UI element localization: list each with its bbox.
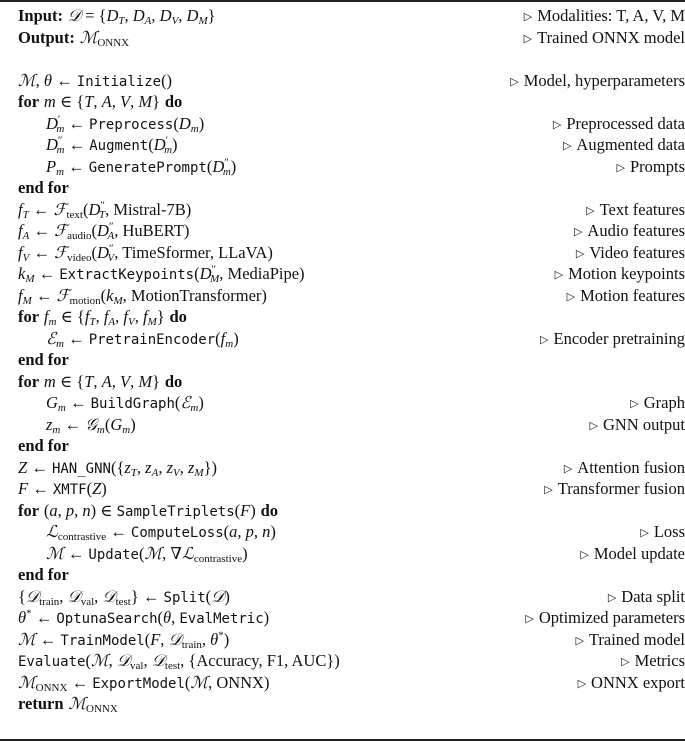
comment-triangle-icon: ▷ bbox=[563, 462, 573, 475]
function-train-model: TrainModel bbox=[60, 632, 145, 649]
comment-preprocess: ▷ Preprocessed data bbox=[552, 113, 685, 133]
algo-line-output bbox=[0, 27, 685, 49]
function-preprocess: Preprocess bbox=[89, 116, 174, 133]
comment-loss: ▷ Loss bbox=[640, 522, 685, 541]
comment-triangle-icon: ▷ bbox=[580, 548, 589, 561]
comment-initialize: ▷ Model, hyperparameters bbox=[510, 70, 685, 90]
algorithm-block bbox=[0, 5, 685, 715]
input-statement: Input: 𝒟 = {$D_T$, $D_A$, $D_V$, $D_M$} bbox=[18, 6, 216, 27]
algo-line-for-modalities: for m ∈ {T, A, V, M} do bbox=[18, 371, 183, 391]
comment-triangle-icon: ▷ bbox=[544, 484, 553, 496]
comment-triangle-icon: ▷ bbox=[540, 333, 549, 346]
keyword-input: Input: bbox=[18, 6, 63, 25]
function-pretrain-encoder: PretrainEncoder bbox=[88, 331, 216, 348]
function-xmtf: XMTF bbox=[52, 482, 87, 498]
comment-input: ▷ Modalities: T, A, V, M bbox=[523, 6, 685, 25]
function-export-model: ExportModel bbox=[92, 675, 185, 692]
algo-line-initialize: ℳ, θ ← Initialize() ▷ Model, hyperparameters bbox=[0, 70, 685, 92]
comment-triangle-icon: ▷ bbox=[621, 656, 630, 668]
function-extract-keypoints: ExtractKeypoints bbox=[59, 267, 195, 283]
algorithm-bottom-rule bbox=[0, 739, 685, 741]
comment-triangle-icon: ▷ bbox=[523, 11, 533, 23]
comment-prompts: ▷ Prompts bbox=[616, 156, 685, 176]
algo-line-update: ℳ ← Update(ℳ, ∇ℒ$_{contrastive}$) ▷ Model update bbox=[0, 543, 685, 565]
algo-line-audio-features: $f_A$ ← $ℱ_{audio}(D''_A$, HuBERT) ▷ Audio features bbox=[0, 220, 685, 242]
function-han-gnn: HAN_GNN bbox=[51, 460, 111, 477]
comment-triangle-icon: ▷ bbox=[577, 677, 587, 690]
function-optuna-search: OptunaSearch bbox=[56, 611, 158, 627]
comment-metrics: ▷ Metrics bbox=[621, 651, 685, 670]
algo-line-split: {𝒟$_{train}$, 𝒟$_{val}$, 𝒟$_{test}$} ← Split(𝒟) ▷ Data split bbox=[0, 586, 685, 608]
algo-line-compute-loss: ℒ$_{contrastive}$ ← ComputeLoss(a, p, n) ▷ Loss bbox=[0, 521, 685, 543]
algo-line-preprocess: $D'_m$ ← $Preprocess(D_m)$ ▷ Preprocessed data bbox=[0, 113, 685, 135]
comment-augment: ▷ Augmented data bbox=[562, 135, 685, 154]
comment-triangle-icon: ▷ bbox=[607, 591, 617, 604]
algo-line-for-triplets: for (a, p, n) ∈ SampleTriplets(F) do bbox=[18, 500, 278, 520]
algo-line-video-features: $f_V$ ← $ℱ_{video}(D''_V$, TimeSformer, LLaVA) ▷ Video features bbox=[0, 242, 685, 264]
algo-line-blank bbox=[0, 48, 685, 70]
comment-triangle-icon: ▷ bbox=[616, 161, 625, 174]
comment-video-features: ▷ Video features bbox=[575, 242, 685, 262]
algo-line-end-for: end for bbox=[18, 178, 69, 197]
algo-line-for-features: for $f_m$ ∈ {$f_T$, $f_A$, $f_V$, $f_M$} do bbox=[18, 307, 187, 328]
algo-line-export-model: ℳ$_{ONNX}$ ← ExportModel(ℳ, ONNX) ▷ ONNX export bbox=[0, 672, 685, 694]
comment-motion-features: ▷ Motion features bbox=[566, 285, 685, 305]
comment-encoder-pretraining: ▷ Encoder pretraining bbox=[540, 328, 685, 348]
function-initialize: Initialize bbox=[76, 73, 162, 90]
comment-triangle-icon: ▷ bbox=[523, 32, 533, 45]
comment-triangle-icon: ▷ bbox=[510, 75, 519, 88]
algo-line-extract-keypoints: $k_M$ ← $ExtractKeypoints(D''_M$, MediaPipe) ▷ Motion keypoints bbox=[0, 263, 685, 285]
algo-line-text-features: $f_T$ ← $ℱ_{text}(D''_T$, Mistral-7B) ▷ Text features bbox=[0, 199, 685, 221]
function-augment: Augment bbox=[89, 138, 149, 154]
comment-triangle-icon: ▷ bbox=[552, 118, 562, 131]
function-compute-loss: ComputeLoss bbox=[130, 525, 224, 541]
function-build-graph: BuildGraph bbox=[90, 396, 175, 412]
algo-line-build-graph: $G_m$ ← BuildGraph(ℰ$_m$) ▷ Graph bbox=[0, 392, 685, 414]
comment-model-update: ▷ Model update bbox=[580, 543, 685, 563]
algo-line-augment: $D''_m$ ← $Augment(D'_m)$ ▷ Augmented data bbox=[0, 134, 685, 156]
comment-triangle-icon: ▷ bbox=[566, 290, 576, 303]
comment-triangle-icon: ▷ bbox=[589, 419, 598, 432]
algo-line-pretrain-encoder: ℰ$_m$ ← $PretrainEncoder(f_m)$ ▷ Encoder pretraining bbox=[0, 328, 685, 350]
function-update: Update bbox=[88, 546, 139, 563]
comment-attention-fusion: ▷ Attention fusion bbox=[563, 457, 685, 477]
algo-line-gnn: $z_m$ ← $𝒢_m(G_m)$ ▷ GNN output bbox=[0, 414, 685, 436]
function-evaluate: Evaluate bbox=[18, 654, 86, 670]
keyword-output: Output: bbox=[18, 27, 75, 47]
algo-line-end-for: end for bbox=[18, 436, 69, 455]
comment-triangle-icon: ▷ bbox=[630, 398, 639, 410]
algo-line-motion-features: $f_M$ ← $ℱ_{motion}(k_M$, MotionTransformer) ▷ Motion features bbox=[0, 285, 685, 307]
algo-line-end-for: end for bbox=[18, 350, 69, 369]
algo-line-for-modalities: for m ∈ {T, A, V, M} do bbox=[18, 92, 183, 111]
algo-line-generate-prompt: $P_m$ ← $GeneratePrompt(D''_m)$ ▷ Prompts bbox=[0, 156, 685, 178]
comment-motion-keypoints: ▷ Motion keypoints bbox=[554, 264, 685, 283]
comment-output: ▷ Trained ONNX model bbox=[523, 27, 685, 47]
comment-triangle-icon: ▷ bbox=[573, 226, 583, 238]
comment-text-features: ▷ Text features bbox=[586, 199, 685, 219]
comment-audio-features: ▷ Audio features bbox=[573, 221, 685, 240]
comment-triangle-icon: ▷ bbox=[554, 269, 564, 281]
function-generate-prompt: GeneratePrompt bbox=[88, 159, 207, 176]
comment-trained-model: ▷ Trained model bbox=[575, 629, 685, 649]
comment-triangle-icon: ▷ bbox=[586, 204, 595, 217]
function-sample-triplets: SampleTriplets bbox=[116, 503, 235, 520]
algo-line-end-for: end for bbox=[18, 565, 69, 584]
algo-line-han-gnn: Z ← $HAN\_GNN(\{z_T$, $z_A$, $z_V$, $z_M$}) ▷ Attention fusion bbox=[0, 457, 685, 479]
comment-triangle-icon: ▷ bbox=[562, 140, 572, 152]
algo-line-train-model: ℳ ← TrainModel(F, 𝒟$_{train}$, θ*) ▷ Trained model bbox=[0, 629, 685, 651]
comment-triangle-icon: ▷ bbox=[640, 527, 649, 539]
comment-graph: ▷ Graph bbox=[630, 393, 685, 412]
comment-gnn-output: ▷ GNN output bbox=[589, 414, 685, 434]
comment-optimized-parameters: ▷ Optimized parameters bbox=[525, 608, 685, 627]
algo-line-input bbox=[0, 5, 685, 27]
comment-triangle-icon: ▷ bbox=[575, 634, 584, 647]
algo-line-evaluate: Evaluate(ℳ, 𝒟$_{val}$, 𝒟$_{test}$, {Accuracy, F1, AUC}) ▷ Metrics bbox=[0, 650, 685, 672]
algo-line-optuna-search: θ* ← OptunaSearch(θ, EvalMetric) ▷ Optimized parameters bbox=[0, 607, 685, 629]
comment-transformer-fusion: ▷ Transformer fusion bbox=[544, 479, 685, 498]
comment-data-split: ▷ Data split bbox=[607, 586, 685, 606]
comment-triangle-icon: ▷ bbox=[575, 247, 585, 260]
algo-line-xmtf: F ← XMTF(Z) ▷ Transformer fusion bbox=[0, 478, 685, 500]
algorithm-top-rule bbox=[0, 0, 685, 2]
function-split: Split bbox=[163, 589, 206, 606]
output-statement: Output: ℳ$_{ONNX}$ bbox=[18, 27, 130, 49]
comment-triangle-icon: ▷ bbox=[525, 613, 534, 625]
comment-onnx-export: ▷ ONNX export bbox=[577, 672, 685, 692]
algo-line-return: return ℳ$_{ONNX}$ bbox=[18, 694, 118, 715]
